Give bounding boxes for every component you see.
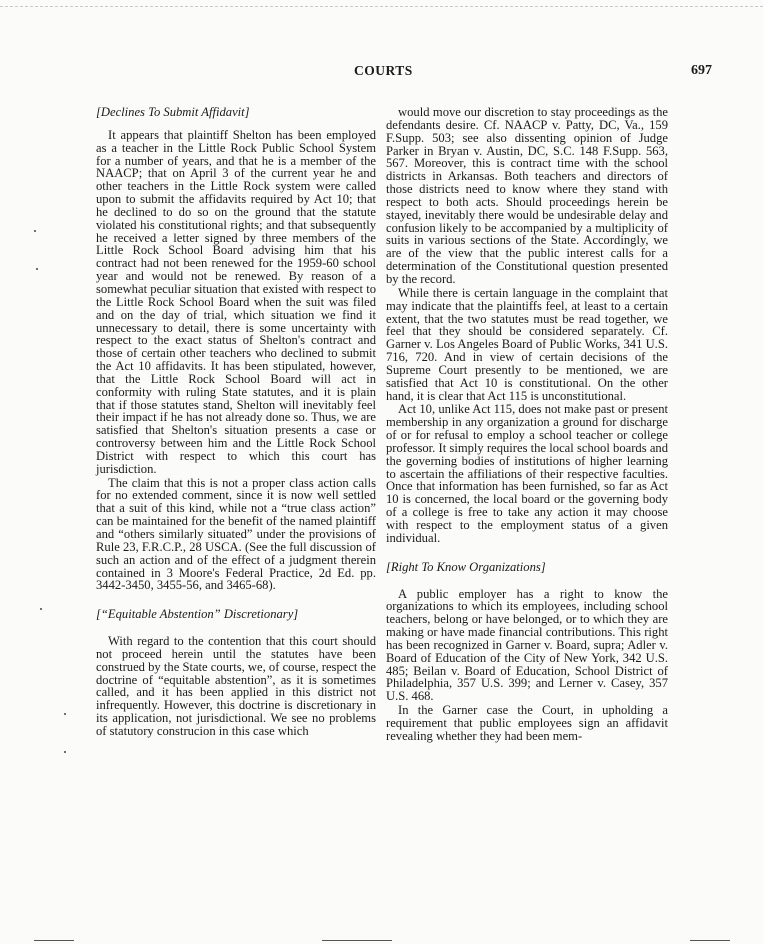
bottom-rule (34, 940, 74, 941)
section-heading: [Declines To Submit Affidavit] (96, 105, 250, 119)
scan-speck (40, 608, 42, 610)
paragraph: In the Garner case the Court, in upholding a requirement that public employees sign an affidavit revealing whether they had been mem- (386, 703, 668, 743)
page-number: 697 (691, 63, 712, 78)
right-column (386, 106, 668, 744)
paragraph: The claim that this is not a proper class action calls for no extended comment, since it is now well settled that a suit of this kind, while not a “true class action” can be maintained for the benefit of the named plaintiff and “others similarly situated” under the provisions of Rule 23, F.R.C.P., 28 USCA. (See the full discussion of such an action and of the effect of a judgment therein contained in 3 Moore's Federal Practice, 2d Ed. pp. 3442-3450, 3455-56, and 3465-68). (96, 475, 376, 593)
section-heading: [Right To Know Organizations] (386, 559, 546, 574)
paragraph: Act 10, unlike Act 115, does not make past or present membership in any organization a ground for discharge of or for refusal to employ a school teacher or college professor. It simply requires the local school boards and the governing bodies of institutions of higher learning to ascertain the affiliations of their respective faculties. Once that information has been furnished, so far as Act 10 is concerned, the local board or the governing body of a college is free to take any action it may choose with respect to the employment status of a given individual. (386, 402, 668, 545)
paragraph: would move our discretion to stay proceedings as the defendants desire. Cf. NAACP v. Patty, DC, Va., 159 F.Supp. 503; see also dissenting opinion of Judge Parker in Bryan v. Austin, DC, S.C. 148 F.Supp. 563, 567. Moreover, this is contract time with the school districts in Arkansas. Both teachers and directors of those districts need to know where they stand with respect to both acts. Should proceedings herein be stayed, inevitably there would be undesirable delay and confusion likely to be accompanied by a multiplicity of suits in various sections of the State. Accordingly, we are of the view that the public interest calls for a determination of the Constitutional question presented by the record. (386, 105, 668, 286)
scan-speck (36, 268, 38, 270)
bottom-rule (322, 940, 392, 941)
bottom-rule (690, 940, 730, 941)
top-border (0, 6, 763, 7)
paragraph: While there is certain language in the complaint that may indicate that the plaintiffs feel, at least to a certain extent, that the two statutes must be read together, we feel that they should be considered separately. Cf. Garner v. Los Angeles Board of Public Works, 341 U.S. 716, 720. And in view of certain decisions of the Supreme Court presently to be mentioned, we are satisfied that Act 10 is constitutional. On the other hand, it is clear that Act 115 is unconstitutional. (386, 285, 668, 403)
paragraph: It appears that plaintiff Shelton has been employed as a teacher in the Little Rock Public School System for a number of years, and that he is a member of the NAACP; that on April 3 of the current year he and other teachers in the Little Rock system were called upon to submit the affidavits required by Act 10; that he declined to do so on the ground that the statute violated his constitutional rights; and that subsequently he received a letter signed by three members of the Little Rock School Board advising him that his contract had not been renewed for the 1959-60 school year and would not be renewed. By reason of a somewhat peculiar situation that existed with respect to the Little Rock School Board when the suit was filed and on the day of trial, which situation we find it unnecessary to detail, there is some uncertainty with respect to the exact status of Shelton's contract and those of certain other teachers who declined to submit the Act 10 affidavits. It has been stipulated, however, that the Little Rock School Board will act in conformity with ruling State statutes, and it is plain that if those statutes stand, Shelton will inevitably feel their impact if he has not already done so. Thus, we are satisfied that Shelton's situation presents a case or controversy between him and the Little Rock School District with respect to which this court has jurisdiction. (96, 127, 376, 476)
running-head (0, 63, 763, 83)
left-column (96, 106, 376, 739)
section-heading: [“Equitable Abstention” Discretionary] (96, 607, 299, 622)
paragraph: With regard to the contention that this court should not proceed herein until the statutes have been construed by the State courts, we, of course, respect the doctrine of “equitable abstention”, as it is sometimes called, and it has been applied in this district not infrequently. However, this doctrine is discretionary in its application, not jurisdictional. We see no problems of statutory construcion in this case which (96, 634, 376, 738)
scan-speck (64, 751, 66, 753)
paragraph: A public employer has a right to know the organizations to which its employees, including school teachers, belong or have belonged, or to which they are making or have made financial contributions. This right has been recognized in Garner v. Board, supra; Adler v. Board of Education of the City of New York, 342 U.S. 485; Beilan v. Board of Education, School District of Philadelphia, 357 U.S. 399; and Lerner v. Casey, 357 U.S. 468. (386, 586, 668, 704)
scan-speck (34, 230, 36, 232)
running-title: COURTS (354, 63, 413, 78)
scan-speck (64, 713, 66, 715)
